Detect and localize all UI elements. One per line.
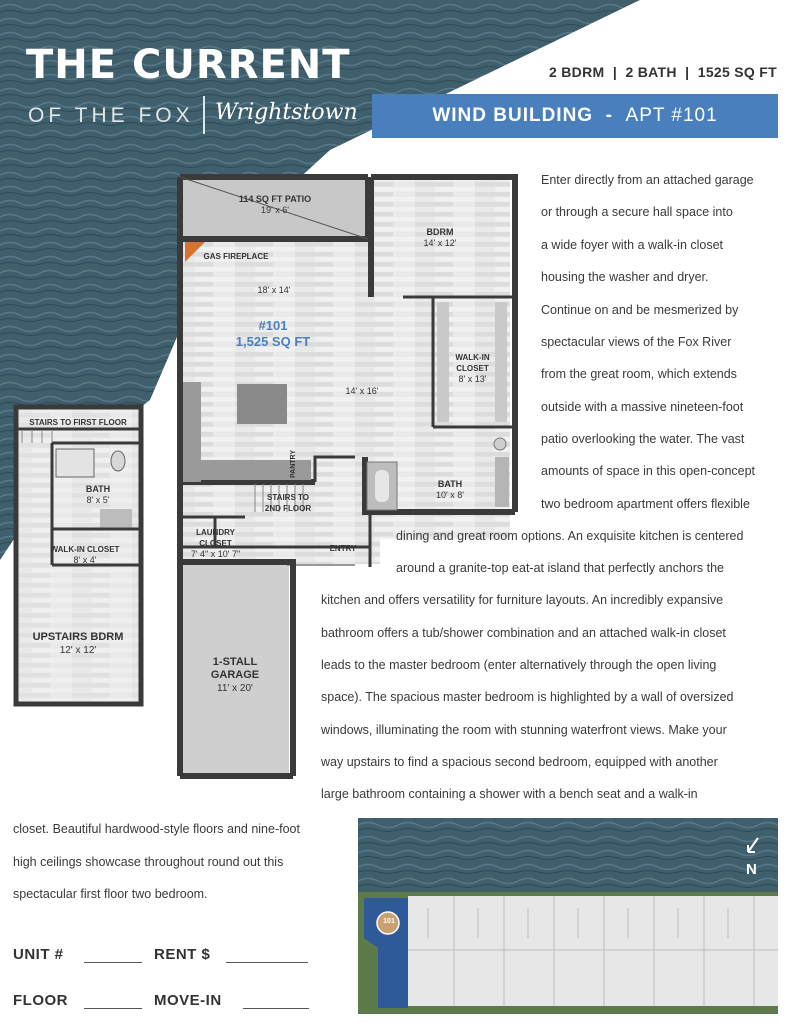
entry-label: ENTRY bbox=[329, 544, 357, 553]
description-line: amounts of space in this open-concept bbox=[541, 464, 756, 478]
movein-label: MOVE-IN bbox=[154, 992, 222, 1009]
description-line: around a granite-top eat-at island that perfectly anchors the bbox=[396, 561, 724, 575]
walk-in-closet-label: WALK-IN CLOSET 8' x 13' bbox=[455, 353, 490, 384]
pantry-label: PANTRY bbox=[290, 450, 297, 478]
brand-subtitle-left: OF THE FOX bbox=[28, 104, 194, 127]
description-line: leads to the master bedroom (enter alternatively through the open living bbox=[321, 658, 717, 672]
description-line: large bathroom containing a shower with a bench seat and a walk-in bbox=[321, 787, 698, 801]
rent-input-line[interactable] bbox=[226, 962, 308, 963]
upstairs-bath-label: BATH 8' x 5' bbox=[85, 484, 111, 505]
building-name: WIND BUILDING bbox=[432, 105, 594, 126]
description-line: space). The spacious master bedroom is highlighted by a wall of oversized bbox=[321, 690, 734, 704]
north-indicator: N bbox=[746, 861, 757, 878]
fireplace-label: GAS FIREPLACE bbox=[203, 252, 269, 261]
unit-id-label: #101 1,525 SQ FT bbox=[235, 318, 311, 349]
description-line: Enter directly from an attached garage bbox=[541, 173, 754, 187]
stairs-label: STAIRS TO 2ND FLOOR bbox=[264, 493, 312, 513]
floor-label: FLOOR bbox=[13, 992, 68, 1009]
banner-separator: - bbox=[605, 105, 613, 126]
brand-title: THE CURRENT bbox=[26, 42, 351, 88]
upstairs-closet-label: WALK-IN CLOSET 8' x 4' bbox=[50, 545, 120, 565]
apartment-number: APT #101 bbox=[625, 105, 718, 126]
description-line: bathroom offers a tub/shower combination and an attached walk-in closet bbox=[321, 626, 726, 640]
unit-input-line[interactable] bbox=[84, 962, 142, 963]
description-line: a wide foyer with a walk-in closet bbox=[541, 238, 724, 252]
description-line: kitchen and offers versatility for furniture layouts. An incredibly expansive bbox=[321, 593, 724, 607]
kitchen-dims: 14' x 16' bbox=[345, 386, 379, 396]
description-line: outside with a massive nineteen-foot bbox=[541, 400, 744, 414]
floor-input-line[interactable] bbox=[84, 1008, 142, 1009]
description-line: or through a secure hall space into bbox=[541, 205, 733, 219]
site-map bbox=[358, 818, 778, 1014]
description-line: spectacular views of the Fox River bbox=[541, 335, 732, 349]
great-room-dims: 18' x 14' bbox=[257, 285, 291, 295]
description-line: high ceilings showcase throughout round out this bbox=[13, 855, 284, 869]
movein-input-line[interactable] bbox=[243, 1008, 309, 1009]
description-line: two bedroom apartment offers flexible bbox=[541, 497, 750, 511]
unit-marker: 101 bbox=[383, 918, 395, 925]
description-line: Continue on and be mesmerized by bbox=[541, 303, 739, 317]
brand-divider bbox=[203, 96, 205, 134]
laundry-label: LAUNDRY CLOSET 7' 4" x 10' 7" bbox=[190, 528, 241, 559]
upstairs-bedroom-label: UPSTAIRS BDRM 12' x 12' bbox=[32, 631, 124, 656]
unit-label: UNIT # bbox=[13, 946, 64, 963]
brand-subtitle-right: Wrightstown bbox=[215, 100, 358, 125]
garage-label: 1-STALL GARAGE 11' x 20' bbox=[210, 656, 260, 694]
upstairs-stairs-label: STAIRS TO FIRST FLOOR bbox=[29, 418, 127, 427]
patio-label: 114 SQ FT PATIO 19' x 6' bbox=[238, 194, 312, 215]
bath-label: BATH 10' x 8' bbox=[436, 479, 464, 500]
description-line: housing the washer and dryer. bbox=[541, 270, 709, 284]
description-line: from the great room, which extends bbox=[541, 367, 737, 381]
rent-label: RENT $ bbox=[154, 946, 211, 963]
description-line: patio overlooking the water. The vast bbox=[541, 432, 745, 446]
description-line: way upstairs to find a spacious second bedroom, equipped with another bbox=[321, 755, 718, 769]
unit-stats: 2 BDRM | 2 BATH | 1525 SQ FT bbox=[549, 64, 777, 80]
bedroom-label: BDRM 14' x 12' bbox=[423, 227, 457, 248]
building-banner bbox=[372, 94, 778, 138]
description-line: dining and great room options. An exquisite kitchen is centered bbox=[396, 529, 744, 543]
description-line: spectacular first floor two bedroom. bbox=[13, 887, 208, 901]
description-line: windows, illuminating the room with stunning waterfront views. Make your bbox=[321, 723, 727, 737]
description-line: closet. Beautiful hardwood-style floors and nine-foot bbox=[13, 822, 300, 836]
